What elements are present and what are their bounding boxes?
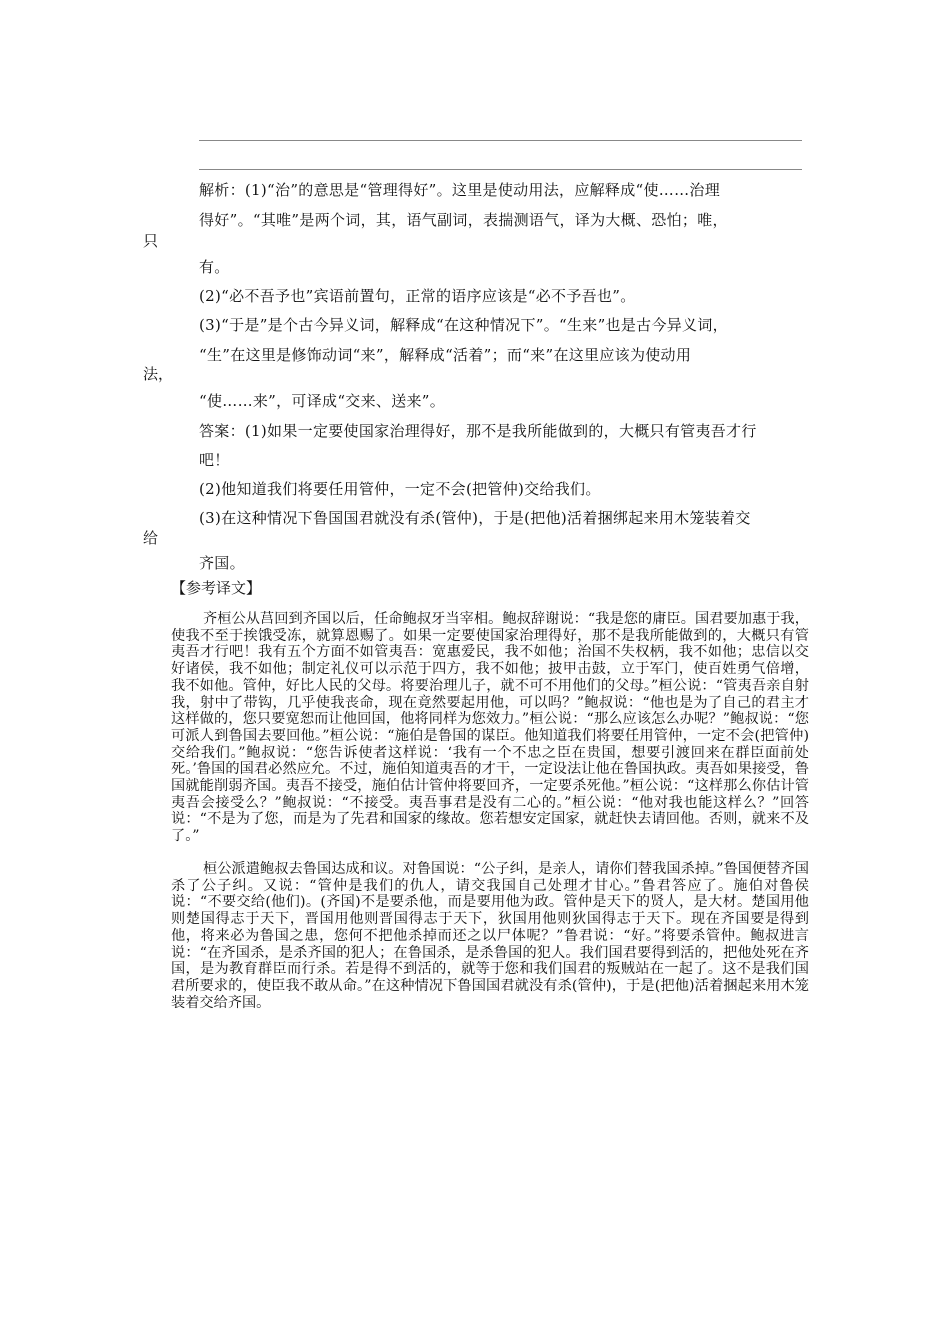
analysis-p3-line1: (3)“于是”是个古今异义词，解释成“在这种情况下”。“生来”也是古今异义词， [199, 316, 728, 334]
analysis-p1-line1: 解析：(1)“治”的意思是“管理得好”。这里是使动用法，应解释成“使……治理 [199, 181, 720, 199]
analysis-p3-line2: “生”在这里是修饰动词“来”，解释成“活着”；而“来”在这里应该为使动用 [199, 346, 692, 364]
analysis-p1-line2: 得好”。“其唯”是两个词，其，语气副词，表揣测语气，译为大概、恐怕；唯， [199, 211, 728, 229]
blank-line-1 [199, 140, 802, 141]
analysis-p3-line3: “使……来”，可译成“交来、送来”。 [199, 392, 446, 410]
answer-a3-line1: (3)在这种情况下鲁国国君就没有杀(管仲)，于是(把他)活着捆绑起来用木笼装着交 [199, 509, 751, 527]
answer-a3-wrap: 给 [143, 529, 159, 547]
translation-para-2: 桓公派遣鲍叔去鲁国达成和议。对鲁国说：“公子纠，是亲人，请你们替我国杀掉。”鲁国便替齐国杀了公子纠。又说：“管仲是我们的仇人，请交我国自己处理才甘心。”鲁君答应了。施伯对鲁侯说：“不要交给(他们)。(齐国)不是要杀他，而是要用他为政。管仲是天下的贤人，是大材。楚国用他则楚国得志于天下，晋国用他则晋国得志于天下，狄国用他则狄国得志于天下。现在齐国要是得到他，将来必为鲁国之患，您何不把他杀掉而还之以尸体呢？”鲁君说：“好。”将要杀管仲。鲍叔进言说：“在齐国杀，是杀齐国的犯人；在鲁国杀，是杀鲁国的犯人。我们国君要得到活的，把他处死在齐国，是为教育群臣而行杀。若是得不到活的，就等于您和我们国君的叛贼站在一起了。这不是我们国君所要求的，使臣我不敢从命。”在这种情况下鲁国国君就没有杀(管仲)，于是(把他)活着捆起来用木笼装着交给齐国。 [171, 861, 809, 1011]
translation-para-1: 齐桓公从莒回到齐国以后，任命鲍叔牙当宰相。鲍叔辞谢说：“我是您的庸臣。国君要加惠于我，使我不至于挨饿受冻，就算恩赐了。如果一定要使国家治理得好，那不是我所能做到的，大概只有管夷吾才行吧！我有五个方面不如管夷吾：宽惠爱民，我不如他；治国不失权柄，我不如他；忠信以交好诸侯，我不如他；制定礼仪可以示范于四方，我不如他；披甲击鼓，立于军门，使百姓勇气倍增，我不如他。管仲，好比人民的父母。将要治理儿子，就不可不用他们的父母。”桓公说：“管夷吾亲自射我，射中了带钩，几乎使我丧命，现在竟然要起用他，可以吗？”鲍叔说：“他也是为了自己的君主才这样做的，您只要宽恕而让他回国，他将同样为您效力。”桓公说：“那么应该怎么办呢？”鲍叔说：“您可派人到鲁国去要回他。”桓公说：“施伯是鲁国的谋臣。他知道我们将要任用管仲，一定不会(把管仲)交给我们。”鲍叔说：“您告诉使者这样说：‘我有一个不忠之臣在贵国，想要引渡回来在群臣面前处死。’鲁国的国君必然应允。不过，施伯知道夷吾的才干，一定设法让他在鲁国执政。夷吾如果接受，鲁国就能削弱齐国。夷吾不接受，施伯估计管仲将要回齐，一定要杀死他。”桓公说：“这样那么你估计管夷吾会接受么？”鲍叔说：“不接受。夷吾事君是没有二心的。”桓公说：“他对我也能这样么？”回答说：“不是为了您，而是为了先君和国家的缘故。您若想安定国家，就赶快去请回他。否则，就来不及了。” [171, 611, 809, 845]
answer-a1-line2: 吧！ [199, 451, 230, 469]
translation-heading: 【参考译文】 [171, 579, 262, 597]
answer-a3-line2: 齐国。 [199, 554, 245, 572]
analysis-p2: (2)“必不吾予也”宾语前置句，正常的语序应该是“必不予吾也”。 [199, 287, 636, 305]
analysis-p1-wrap: 只 [143, 232, 159, 250]
analysis-p1-line3: 有。 [199, 258, 230, 276]
analysis-p3-wrap: 法， [143, 365, 174, 383]
answer-a2: (2)他知道我们将要任用管仲，一定不会(把管仲)交给我们。 [199, 480, 601, 498]
blank-line-2 [199, 169, 802, 170]
answer-a1-line1: 答案：(1)如果一定要使国家治理得好，那不是我所能做到的，大概只有管夷吾才行 [199, 422, 757, 440]
